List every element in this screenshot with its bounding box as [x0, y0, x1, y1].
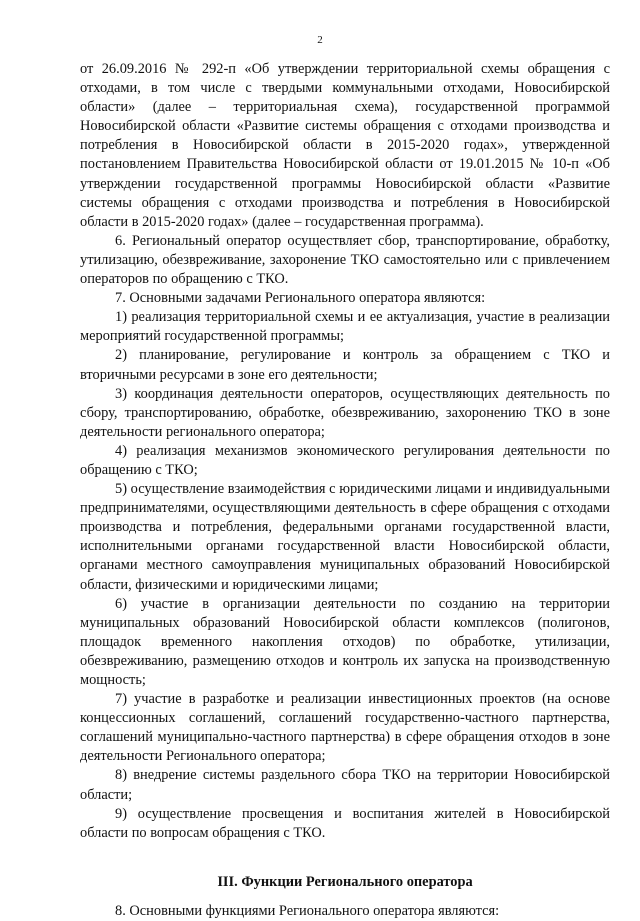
paragraph-8: 8. Основными функциями Регионального оператора являются: [115, 902, 500, 919]
task-item-8: 8) внедрение системы раздельного сбора ТКО на территории Новосибирской области; [80, 767, 610, 803]
paragraph-6: 6. Региональный оператор осуществляет сбор, транспортирование, обработку, утилизацию, обезвреживание, захоронение ТКО самостоятельно или с привлечением операторов по обращению с ТКО. [80, 232, 610, 288]
task-item-3: 3) координация деятельности операторов, осуществляющих деятельность по сбору, транспортированию, обработке, обезвреживанию, захоронению ТКО в зоне деятельности регионального оператора; [80, 385, 610, 440]
task-item-4: 4) реализация механизмов экономического регулирования деятельности по обращению с ТКО; [80, 442, 610, 478]
task-item-1: 1) реализация территориальной схемы и ее актуализация, участие в реализации мероприятий государственной программы; [80, 309, 610, 345]
task-item-9: 9) осуществление просвещения и воспитания жителей в Новосибирской области по вопросам обращения с ТКО. [80, 805, 610, 841]
task-item-6: 6) участие в организации деятельности по созданию на территории муниципальных образований Новосибирской области комплексов (полигонов, площадок временного накопления отходов) по обработке, утилизации, обезвреживанию, размещению отходов и контроль их запуска на производственную мощность; [80, 595, 610, 688]
paragraph-continuation: от 26.09.2016 № 292-п «Об утверждении территориальной схемы обращения с отходами, в том числе с твердыми коммунальными отходами, Новосибирской области» (далее – территориальная схема), государственной программой Новосибирской области «Развитие системы обращения с отходами производства и потребления в Новосибирской области в 2015-2020 годах», утвержденной постановлением Правительства Новосибирской области от 19.01.2015 № 10-п «Об утверждении государственной программы Новосибирской области «Развитие системы обращения с отходами производства и потребления в Новосибирской области в 2015-2020 годах» (далее – государственная программа). [80, 61, 610, 230]
task-item-7: 7) участие в разработке и реализации инвестиционных проектов (на основе концессионных соглашений, соглашений государственно-частного партнерства, соглашений муниципально-частного партнерства) в сфере обращения отходов в зоне деятельности Регионального оператора; [80, 691, 610, 765]
page-number: 2 [317, 34, 323, 46]
paragraph-7: 7. Основными задачами Регионального оператора являются: [115, 290, 486, 307]
document-body [80, 60, 610, 921]
section-heading: III. Функции Регионального оператора [217, 873, 473, 890]
task-item-2: 2) планирование, регулирование и контроль за обращением с ТКО и вторичными ресурсами в зоне его деятельности; [80, 347, 610, 383]
task-item-5: 5) осуществление взаимодействия с юридическими лицами и индивидуальными предпринимателями, осуществляющими деятельность в сфере обращения с отходами производства и потребления, федеральными органами государственной власти, исполнительными органами государственной власти Новосибирской области, органами местного самоуправления муниципальных образований Новосибирской области, физическими и юридическими лицами; [80, 481, 610, 593]
